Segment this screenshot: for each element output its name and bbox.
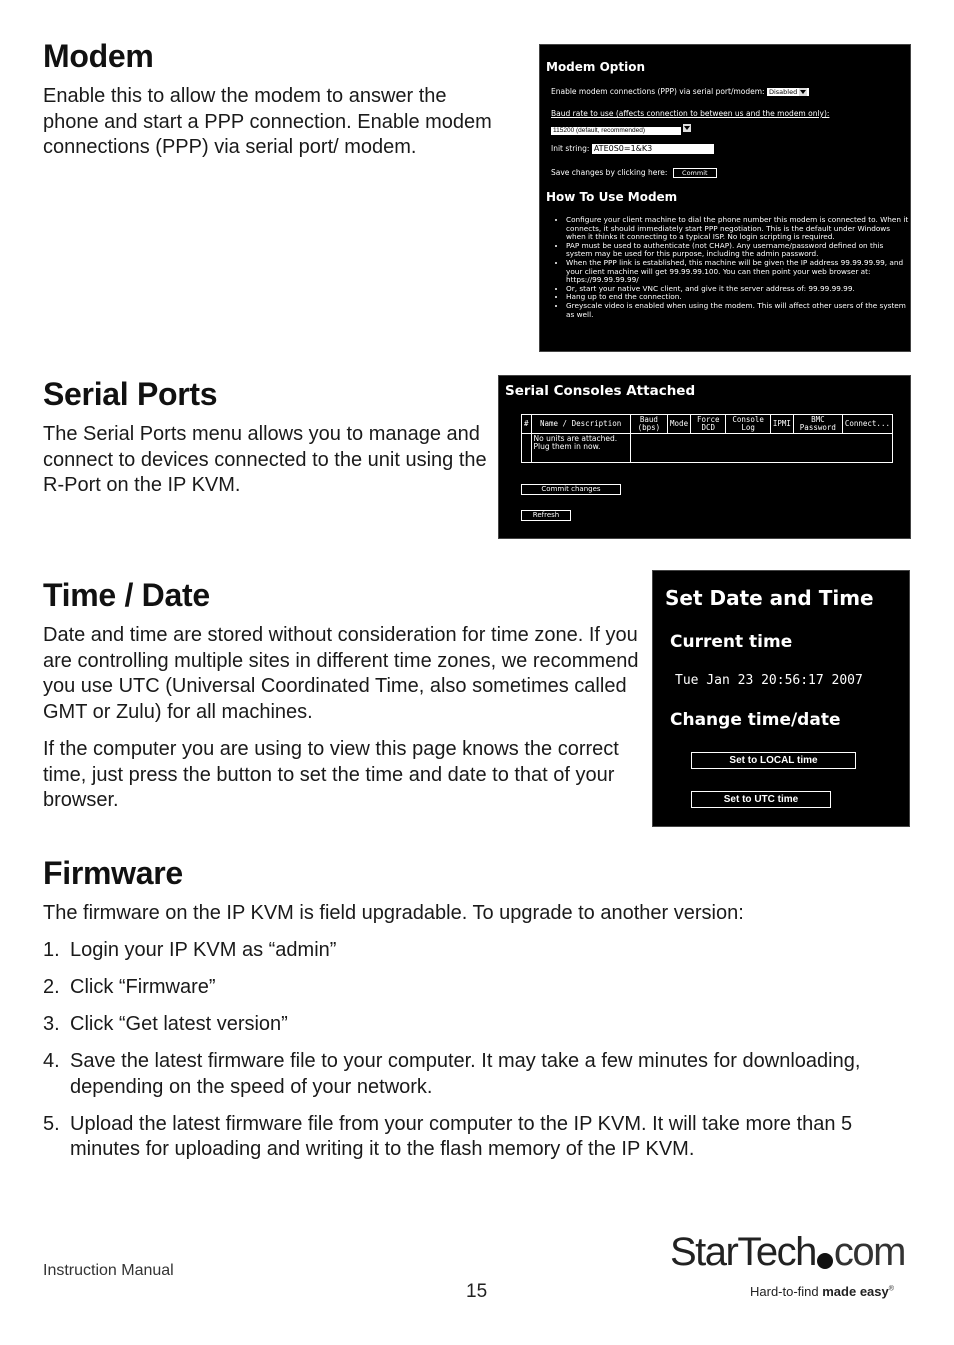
init-string-label: Init string: <box>551 144 590 153</box>
list-item: • When the PPP link is established, this machine will be given the IP address 99.99.99.99, and your client machine will get 99.99.99.100. You can then point your web browser at: https://99.99.99.99/ <box>566 259 911 285</box>
time-date-heading: Time / Date <box>43 577 210 613</box>
set-utc-time-button[interactable]: Set to UTC time <box>691 791 831 808</box>
logo-tagline: Hard-to-find made easy® <box>750 1284 894 1299</box>
list-item: • PAP must be used to authenticate (not CHAP). Any username/password defined on this system may be used for this purpose, including the admin password. <box>566 242 911 259</box>
current-time-heading: Current time <box>670 632 793 652</box>
modem-option-screenshot <box>539 44 911 352</box>
serial-consoles-table <box>521 414 893 463</box>
set-date-time-screenshot <box>652 570 910 827</box>
step-number: 2. <box>43 976 60 998</box>
init-string-input[interactable]: ATE0S0=1&K3 <box>592 144 714 154</box>
step-number: 1. <box>43 939 60 961</box>
table-header-row <box>522 415 893 434</box>
enable-modem-row <box>551 87 809 96</box>
column-header: # <box>522 415 532 434</box>
list-item <box>43 975 903 1001</box>
table-cell <box>630 434 892 463</box>
list-item <box>43 938 903 964</box>
table-row <box>522 434 893 463</box>
list-item <box>43 1049 903 1100</box>
firmware-steps-list <box>43 938 903 1174</box>
empty-units-message: No units are attached. Plug them in now. <box>531 434 630 463</box>
step-text: Upload the latest firmware file from your computer to the IP KVM. It will take more than 5 minutes for uploading and writing it to the flash memory of the IP KVM. <box>70 1112 853 1160</box>
step-text: Save the latest firmware file to your computer. It may take a few minutes for downloading, depending on the speed of your network. <box>70 1050 861 1098</box>
baud-rate-label: Baud rate to use (affects connection to between us and the modem only): <box>551 109 830 118</box>
refresh-button[interactable]: Refresh <box>521 510 571 521</box>
list-item <box>43 1012 903 1038</box>
list-item: • Configure your client machine to dial the phone number this modem is connected to. When it connects, it should immediately start PPP negotiation. This is the default under Windows when it thinks it connecting to a typical ISP. No login scripting is required. <box>566 216 911 242</box>
commit-button[interactable]: Commit <box>673 168 717 178</box>
startech-logo <box>670 1230 910 1305</box>
time-date-instruction: If the computer you are using to view this page knows the correct time, just press the button to set the time and date to that of your browser. <box>43 738 619 811</box>
set-local-time-button[interactable]: Set to LOCAL time <box>691 752 856 769</box>
column-header: Mode <box>668 415 691 434</box>
firmware-intro: The firmware on the IP KVM is field upgradable. To upgrade to another version: <box>43 902 744 924</box>
serial-consoles-heading: Serial Consoles Attached <box>505 383 696 399</box>
logo-dot-icon <box>817 1253 833 1269</box>
change-time-date-heading: Change time/date <box>670 710 841 730</box>
column-header: Name / Description <box>531 415 630 434</box>
modem-description: Enable this to allow the modem to answer the phone and start a PPP connection. Enable modem connections (PPP) via serial port/ modem. <box>43 85 492 158</box>
column-header: IPMI <box>770 415 793 434</box>
step-text: Click “Get latest version” <box>70 1013 288 1035</box>
save-changes-row <box>551 168 717 178</box>
serial-ports-heading: Serial Ports <box>43 376 218 412</box>
baud-rate-row <box>551 119 691 137</box>
footer-manual-label: Instruction Manual <box>43 1262 174 1279</box>
step-text: Login your IP KVM as “admin” <box>70 939 337 961</box>
column-header: BMC Password <box>793 415 842 434</box>
set-date-time-heading: Set Date and Time <box>665 586 874 610</box>
serial-ports-description: The Serial Ports menu allows you to manage and connect to devices connected to the unit using the R-Port on the IP KVM. <box>43 423 487 496</box>
time-date-description: Date and time are stored without consideration for time zone. If you are controlling multiple sites in different time zones, we recommend you use UTC (Universal Coordinated Time, also sometimes called GMT or Zulu) for all machines. <box>43 624 639 723</box>
enable-modem-label: Enable modem connections (PPP) via serial port/modem: <box>551 87 765 96</box>
how-to-use-modem-list <box>544 216 911 319</box>
step-number: 3. <box>43 1013 60 1035</box>
current-time-value: Tue Jan 23 20:56:17 2007 <box>675 673 863 688</box>
save-changes-label: Save changes by clicking here: <box>551 168 668 177</box>
how-to-use-modem-heading: How To Use Modem <box>546 190 678 204</box>
firmware-heading: Firmware <box>43 855 183 891</box>
enable-modem-select[interactable]: Disabled <box>767 88 809 96</box>
modem-option-heading: Modem Option <box>546 60 646 74</box>
column-header: Baud (bps) <box>630 415 667 434</box>
step-number: 4. <box>43 1050 60 1072</box>
baud-rate-select[interactable]: 115200 (default, recommended) <box>551 127 681 135</box>
column-header: Console Log <box>726 415 770 434</box>
table-cell <box>522 434 532 463</box>
list-item <box>43 1112 903 1163</box>
list-item: • Or, start your native VNC client, and give it the server address of: 99.99.99.99. <box>566 285 911 294</box>
chevron-down-icon <box>683 124 691 132</box>
init-string-row <box>551 144 714 154</box>
page-number: 15 <box>466 1281 488 1302</box>
commit-changes-button[interactable]: Commit changes <box>521 484 621 495</box>
column-header: Connect... <box>842 415 892 434</box>
column-header: Force DCD <box>691 415 726 434</box>
chevron-down-icon <box>799 88 807 96</box>
modem-heading: Modem <box>43 38 154 74</box>
list-item: • Greyscale video is enabled when using the modem. This will affect other users of the system as well. <box>566 302 911 319</box>
list-item: • Hang up to end the connection. <box>566 293 911 302</box>
step-text: Click “Firmware” <box>70 976 216 998</box>
logo-wordmark: StarTech com <box>670 1230 905 1274</box>
serial-consoles-screenshot <box>498 375 911 539</box>
step-number: 5. <box>43 1112 60 1135</box>
